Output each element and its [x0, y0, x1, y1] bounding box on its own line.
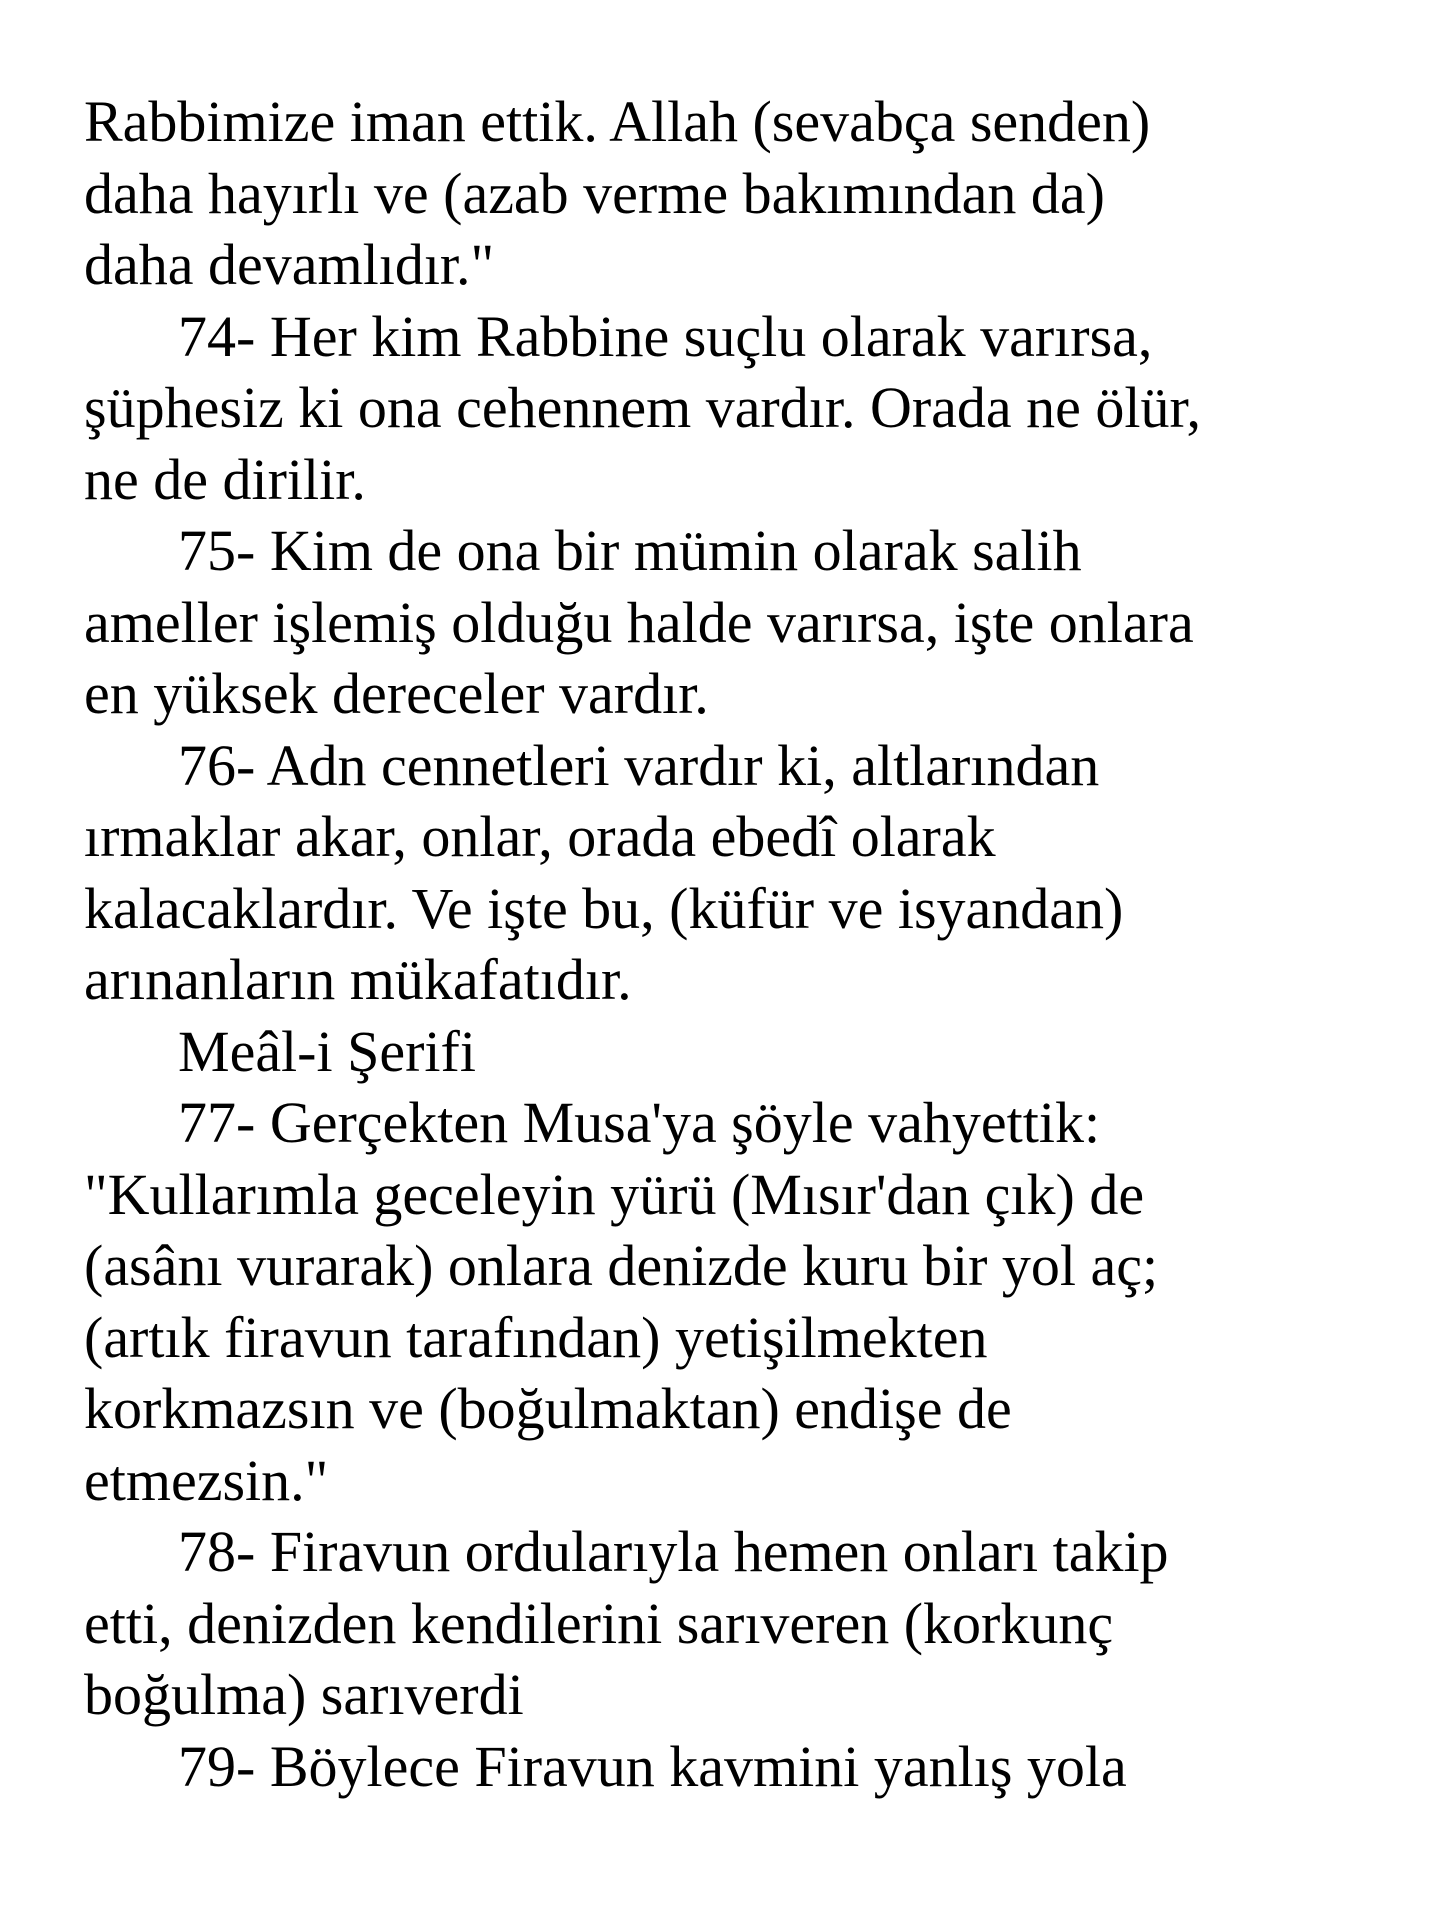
document-page: [84, 86, 1404, 1802]
text-line: şüphesiz ki ona cehennem vardır. Orada ne ölür,: [84, 375, 1202, 440]
text-line: ne de dirilir.: [84, 446, 366, 512]
text-line: etmezsin.": [84, 1447, 329, 1513]
section-heading: Meâl-i Şerifi: [178, 1018, 476, 1084]
verse-78-start: 78- Firavun ordularıyla hemen onları takip: [178, 1519, 1169, 1584]
text-line: etti, denizden kendilerini sarıveren (korkunç: [84, 1590, 1114, 1656]
text-line: korkmazsın ve (boğulmaktan) endişe de: [84, 1376, 1012, 1441]
text-line: daha hayırlı ve (azab verme bakımından da): [84, 160, 1105, 226]
verse-77-start: 77- Gerçekten Musa'ya şöyle vahyettik:: [178, 1090, 1101, 1155]
verse-74-start: 74- Her kim Rabbine suçlu olarak varırsa,: [178, 303, 1153, 369]
text-line: ırmaklar akar, onlar, orada ebedî olarak: [84, 804, 996, 869]
text-line: ameller işlemiş olduğu halde varırsa, işte onlara: [84, 589, 1194, 655]
text-line: (asânı vurarak) onlara denizde kuru bir yol aç;: [84, 1233, 1159, 1298]
text-line: en yüksek dereceler vardır.: [84, 661, 709, 726]
verse-76-start: 76- Adn cennetleri vardır ki, altlarından: [178, 732, 1100, 798]
text-line: Rabbimize iman ettik. Allah (sevabça senden): [84, 89, 1151, 154]
text-line: boğulma) sarıverdi: [84, 1662, 524, 1727]
text-line: "Kullarımla geceleyin yürü (Mısır'dan çık) de: [84, 1161, 1145, 1227]
verse-79-start: 79- Böylece Firavun kavmini yanlış yola: [178, 1733, 1127, 1799]
text-line: kalacaklardır. Ve işte bu, (küfür ve isyandan): [84, 875, 1124, 941]
verse-75-start: 75- Kim de ona bir mümin olarak salih: [178, 518, 1082, 583]
text-line: (artık firavun tarafından) yetişilmekten: [84, 1304, 988, 1370]
text-line: arınanların mükafatıdır.: [84, 947, 632, 1012]
text-line: daha devamlıdır.": [84, 232, 495, 297]
